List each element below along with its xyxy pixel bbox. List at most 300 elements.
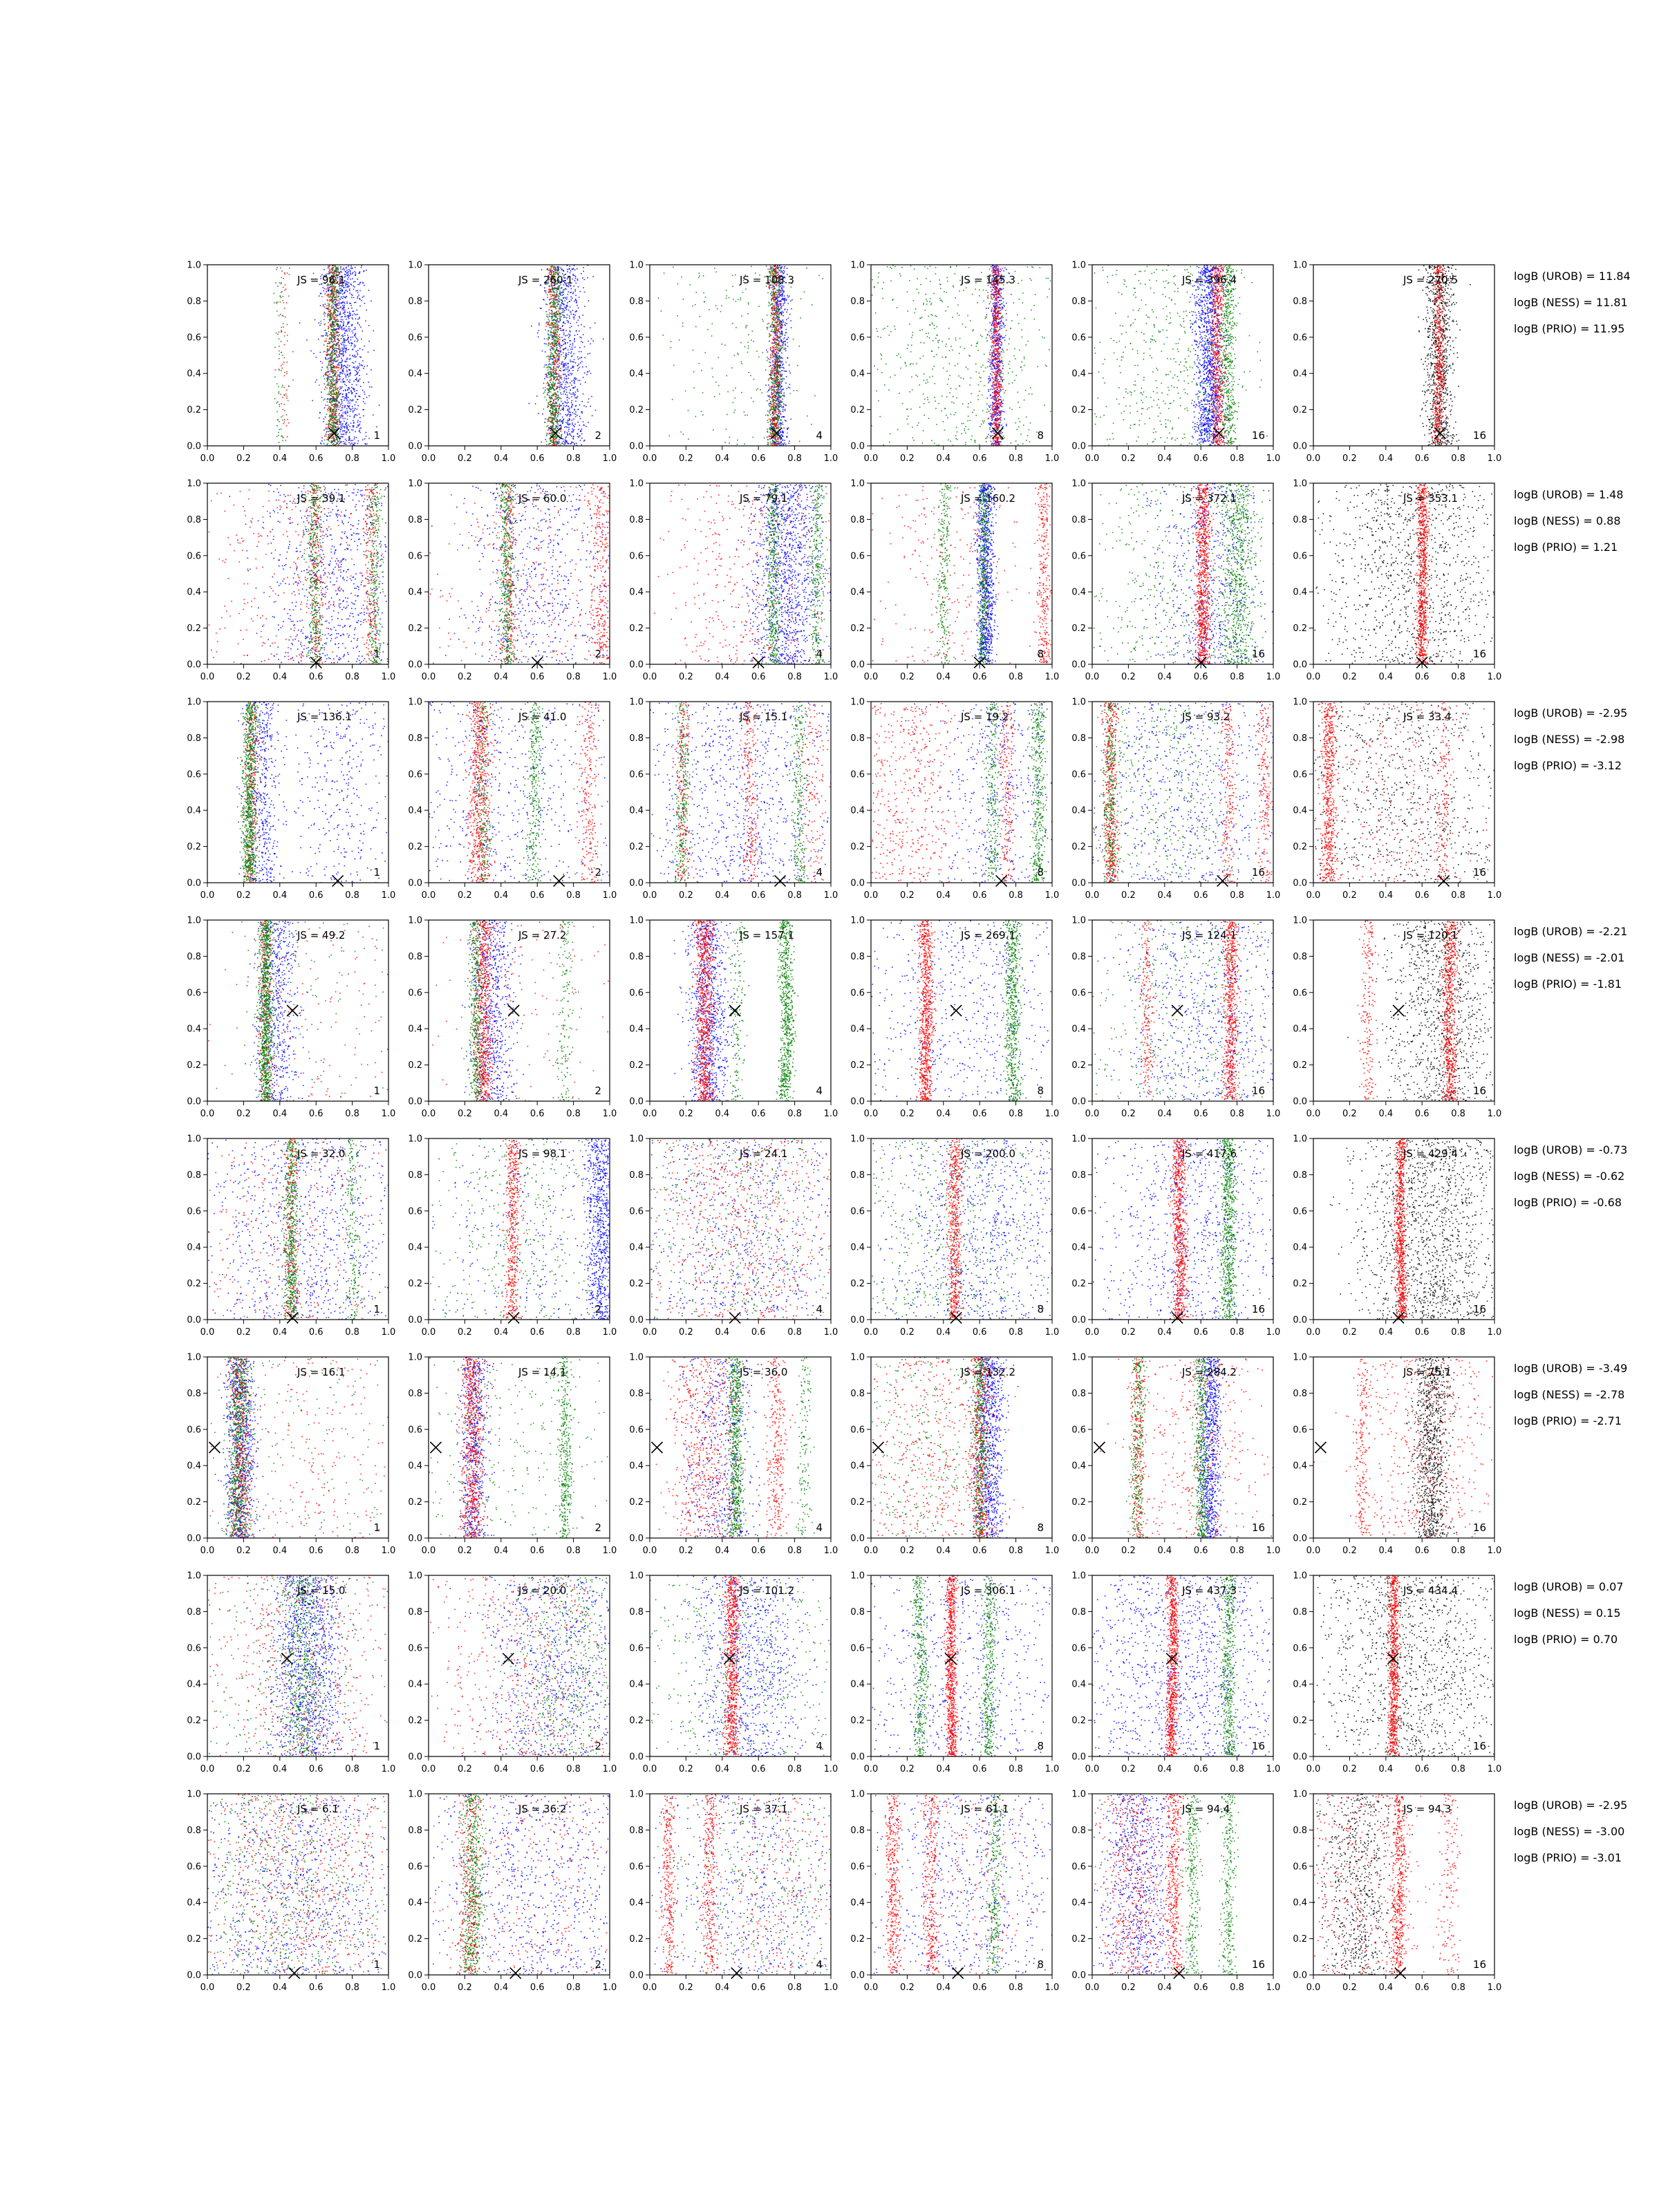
data-point [341,427,343,429]
data-point [559,290,561,292]
data-point [588,402,589,403]
data-point [326,384,328,386]
data-point [366,373,368,375]
data-point [555,383,556,384]
data-point [345,439,346,440]
data-point [346,397,347,399]
data-point [355,333,357,335]
data-point [538,324,540,326]
data-point [342,370,344,371]
data-point [339,386,341,388]
data-point [334,335,335,337]
data-point [552,444,553,445]
data-point [353,285,354,287]
data-point [323,304,324,306]
data-point [340,404,341,405]
data-point [789,314,791,315]
data-point [329,409,330,411]
data-point [567,302,568,303]
data-point [556,290,557,292]
data-point [328,331,330,332]
data-point [572,394,574,395]
data-point [558,409,559,410]
data-point [346,319,347,320]
data-point [327,294,328,295]
data-point [563,315,565,317]
data-point [550,268,551,270]
data-point [368,382,369,383]
data-point [559,433,560,434]
data-point [330,326,332,328]
data-point [551,358,552,359]
data-point [551,332,552,333]
data-point [787,339,789,340]
data-point [288,296,290,297]
data-point [332,326,333,328]
data-point [551,384,552,386]
data-point [568,370,570,371]
data-point [324,384,325,385]
data-point [339,439,341,440]
data-point [335,309,336,310]
data-point [562,312,563,313]
data-point [343,287,344,288]
data-point [560,375,561,377]
data-point [577,268,578,270]
data-point [330,433,331,435]
data-point [337,396,339,397]
data-point [546,356,547,357]
data-point [327,439,328,440]
data-point [554,441,555,442]
data-point [556,288,557,290]
data-point [556,342,557,344]
data-point [337,400,339,402]
data-point [781,312,782,314]
data-point [321,335,322,337]
data-point [552,304,554,306]
data-point [553,304,554,306]
data-point [568,386,570,387]
data-point [558,296,559,297]
data-point [563,369,565,371]
data-point [547,425,549,427]
data-point [326,338,327,339]
data-point [550,272,551,273]
data-point [337,305,339,306]
data-point [289,274,290,275]
data-point [343,353,344,354]
data-point [328,306,330,308]
data-point [353,319,354,320]
data-point [559,357,560,359]
data-point [785,350,787,352]
data-point [360,386,362,387]
data-point [285,317,286,318]
data-point [346,290,347,291]
data-point [276,384,278,385]
data-point [341,319,342,321]
data-point [552,398,553,400]
data-point [565,353,567,354]
data-point [547,338,548,339]
data-point [284,272,285,274]
data-point [362,360,364,362]
data-point [553,389,554,391]
data-point [344,342,345,344]
data-point [545,323,547,324]
data-point [787,295,789,297]
data-point [556,341,558,342]
data-point [551,373,552,375]
data-point [579,347,581,348]
data-point [334,297,335,298]
data-point [280,314,281,315]
data-point [547,369,549,371]
data-point [322,363,324,364]
data-point [548,366,550,367]
data-point [328,437,329,438]
data-point [574,443,575,444]
data-point [343,381,344,382]
data-point [574,427,575,428]
data-point [335,398,336,400]
data-point [344,443,345,444]
data-point [333,314,335,315]
data-point [360,357,362,358]
data-point [347,365,348,366]
data-point [572,347,573,348]
data-point [339,440,341,442]
data-point [357,322,359,324]
data-point [557,420,559,422]
data-point [553,395,554,397]
data-point [353,367,354,368]
data-point [345,330,346,332]
data-point [572,269,573,270]
data-point [332,420,333,422]
data-point [335,393,337,394]
data-point [329,270,330,271]
data-point [336,306,337,307]
data-point [781,331,782,332]
data-point [326,375,327,376]
data-point [288,422,290,424]
data-point [553,333,554,335]
data-point [335,389,337,391]
data-point [364,346,366,347]
data-point [563,403,564,404]
data-point [341,291,343,292]
data-point [338,392,339,393]
data-point [346,301,348,303]
data-point [556,442,557,443]
data-point [332,355,333,356]
data-point [563,444,565,445]
data-point [550,291,552,292]
data-point [338,355,339,356]
data-point [555,332,556,333]
data-point [341,269,342,270]
data-point [324,440,326,441]
data-point [335,401,336,402]
data-point [326,359,327,360]
data-point [556,292,557,294]
data-point [366,444,368,445]
data-point [556,406,558,407]
data-point [556,267,558,268]
data-point [336,407,337,409]
data-point [281,368,283,369]
data-point [583,422,584,423]
data-point [338,339,339,341]
data-point [340,406,341,407]
data-point [281,277,283,279]
data-point [348,269,350,270]
data-point [568,322,569,324]
data-point [562,422,563,424]
data-point [556,421,557,422]
data-point [327,315,328,316]
data-point [330,415,332,417]
data-point [554,307,556,308]
data-point [563,366,565,368]
data-point [548,270,550,271]
data-point [326,346,328,347]
data-point [337,325,338,326]
data-point [571,374,572,375]
data-point [337,359,339,361]
data-point [565,374,566,375]
data-point [348,402,349,404]
data-point [784,442,785,444]
data-point [554,355,555,357]
data-point [767,437,768,438]
data-point [346,367,347,368]
data-point [554,436,555,438]
data-point [346,283,347,285]
data-point [566,415,568,417]
data-point [550,316,551,317]
data-point [347,338,348,339]
data-point [331,325,332,326]
data-point [791,327,792,328]
data-point [567,395,568,396]
data-point [332,413,333,415]
data-point [548,324,550,326]
data-point [558,329,559,330]
data-point [769,404,770,405]
data-point [551,371,552,373]
data-point [328,315,330,317]
data-point [349,330,350,332]
data-point [553,394,554,395]
data-point [561,288,563,289]
data-point [567,271,568,272]
data-point [784,295,785,297]
point-cloud [273,265,379,447]
data-point [330,299,331,301]
data-point [333,366,335,367]
data-point [346,316,347,317]
data-point [347,315,348,317]
data-point [779,423,780,424]
data-point [344,329,345,330]
data-point [335,304,336,306]
data-point [550,412,552,413]
data-point [774,342,775,344]
data-point [552,324,554,326]
data-point [335,322,336,324]
data-point [330,398,332,400]
data-point [551,369,552,371]
data-point [313,353,315,355]
data-point [562,409,563,411]
data-point [770,362,771,364]
data-point [355,337,357,338]
data-point [330,355,331,356]
data-point [281,297,282,299]
data-point [770,349,771,350]
data-point [565,342,566,344]
data-point [547,330,549,332]
data-point [782,433,784,434]
data-point [346,379,348,381]
data-point [337,308,339,309]
data-point [338,402,339,404]
data-point [577,365,579,366]
data-point [555,399,556,400]
data-point [348,349,350,350]
data-point [577,433,579,434]
data-point [339,355,341,357]
data-point [344,418,346,420]
data-point [328,289,330,290]
data-point [772,360,774,362]
data-point [546,435,547,436]
data-point [333,316,335,317]
data-point [327,443,328,444]
data-point [572,345,574,346]
data-point [359,417,361,418]
data-point [552,409,554,410]
data-point [563,329,565,330]
data-point [357,341,358,342]
data-point [343,418,344,420]
data-point [331,297,332,298]
data-point [785,410,786,411]
data-point [342,436,344,438]
data-point [279,429,280,431]
data-point [352,311,353,312]
data-point [353,356,355,357]
data-point [782,293,783,294]
data-point [368,290,370,291]
data-point [363,368,364,369]
data-point [553,339,554,341]
data-point [337,300,338,301]
data-point [334,430,335,431]
data-point [341,359,343,361]
data-point [782,440,784,441]
data-point [570,390,571,391]
data-point [352,315,353,316]
data-point [330,370,332,371]
data-point [284,344,285,346]
data-point [546,311,547,312]
data-point [579,337,581,338]
data-point [341,272,343,273]
data-point [359,424,361,425]
data-point [556,386,558,388]
data-point [569,340,570,341]
data-point [344,335,346,337]
data-point [335,270,337,272]
data-point [324,319,325,321]
data-point [545,326,547,327]
data-point [349,290,350,292]
data-point [567,306,568,307]
data-point [780,432,781,433]
data-point [324,269,325,270]
data-point [784,303,785,304]
data-point [344,301,345,303]
data-point [781,306,782,307]
data-point [329,421,330,422]
data-point [780,294,781,296]
data-point [556,338,557,339]
data-point [348,265,349,267]
data-point [547,324,549,325]
data-point [287,324,288,326]
data-point [339,415,341,417]
data-point [350,337,352,338]
data-point [780,312,781,313]
data-point [349,408,350,409]
data-point [336,427,337,429]
data-point [581,438,583,439]
data-point [563,366,564,368]
data-point [784,440,785,441]
data-point [344,421,345,422]
data-point [346,270,348,271]
data-point [554,428,555,429]
data-point [577,422,579,423]
data-point [344,400,345,401]
data-point [569,393,570,394]
data-point [327,349,328,350]
data-point [343,324,344,325]
data-point [576,378,577,379]
data-point [347,281,348,283]
data-point [330,427,331,428]
data-point [574,275,576,276]
data-point [359,363,360,364]
data-point [561,345,563,346]
data-point [351,326,353,327]
data-point [337,375,339,377]
data-point [570,415,572,416]
data-point [327,366,328,367]
data-point [341,382,342,383]
data-point [544,378,545,379]
data-point [791,308,792,310]
data-point [354,286,355,288]
data-point [543,299,545,301]
data-point [331,368,332,369]
data-point [592,341,594,342]
data-point [276,310,278,312]
